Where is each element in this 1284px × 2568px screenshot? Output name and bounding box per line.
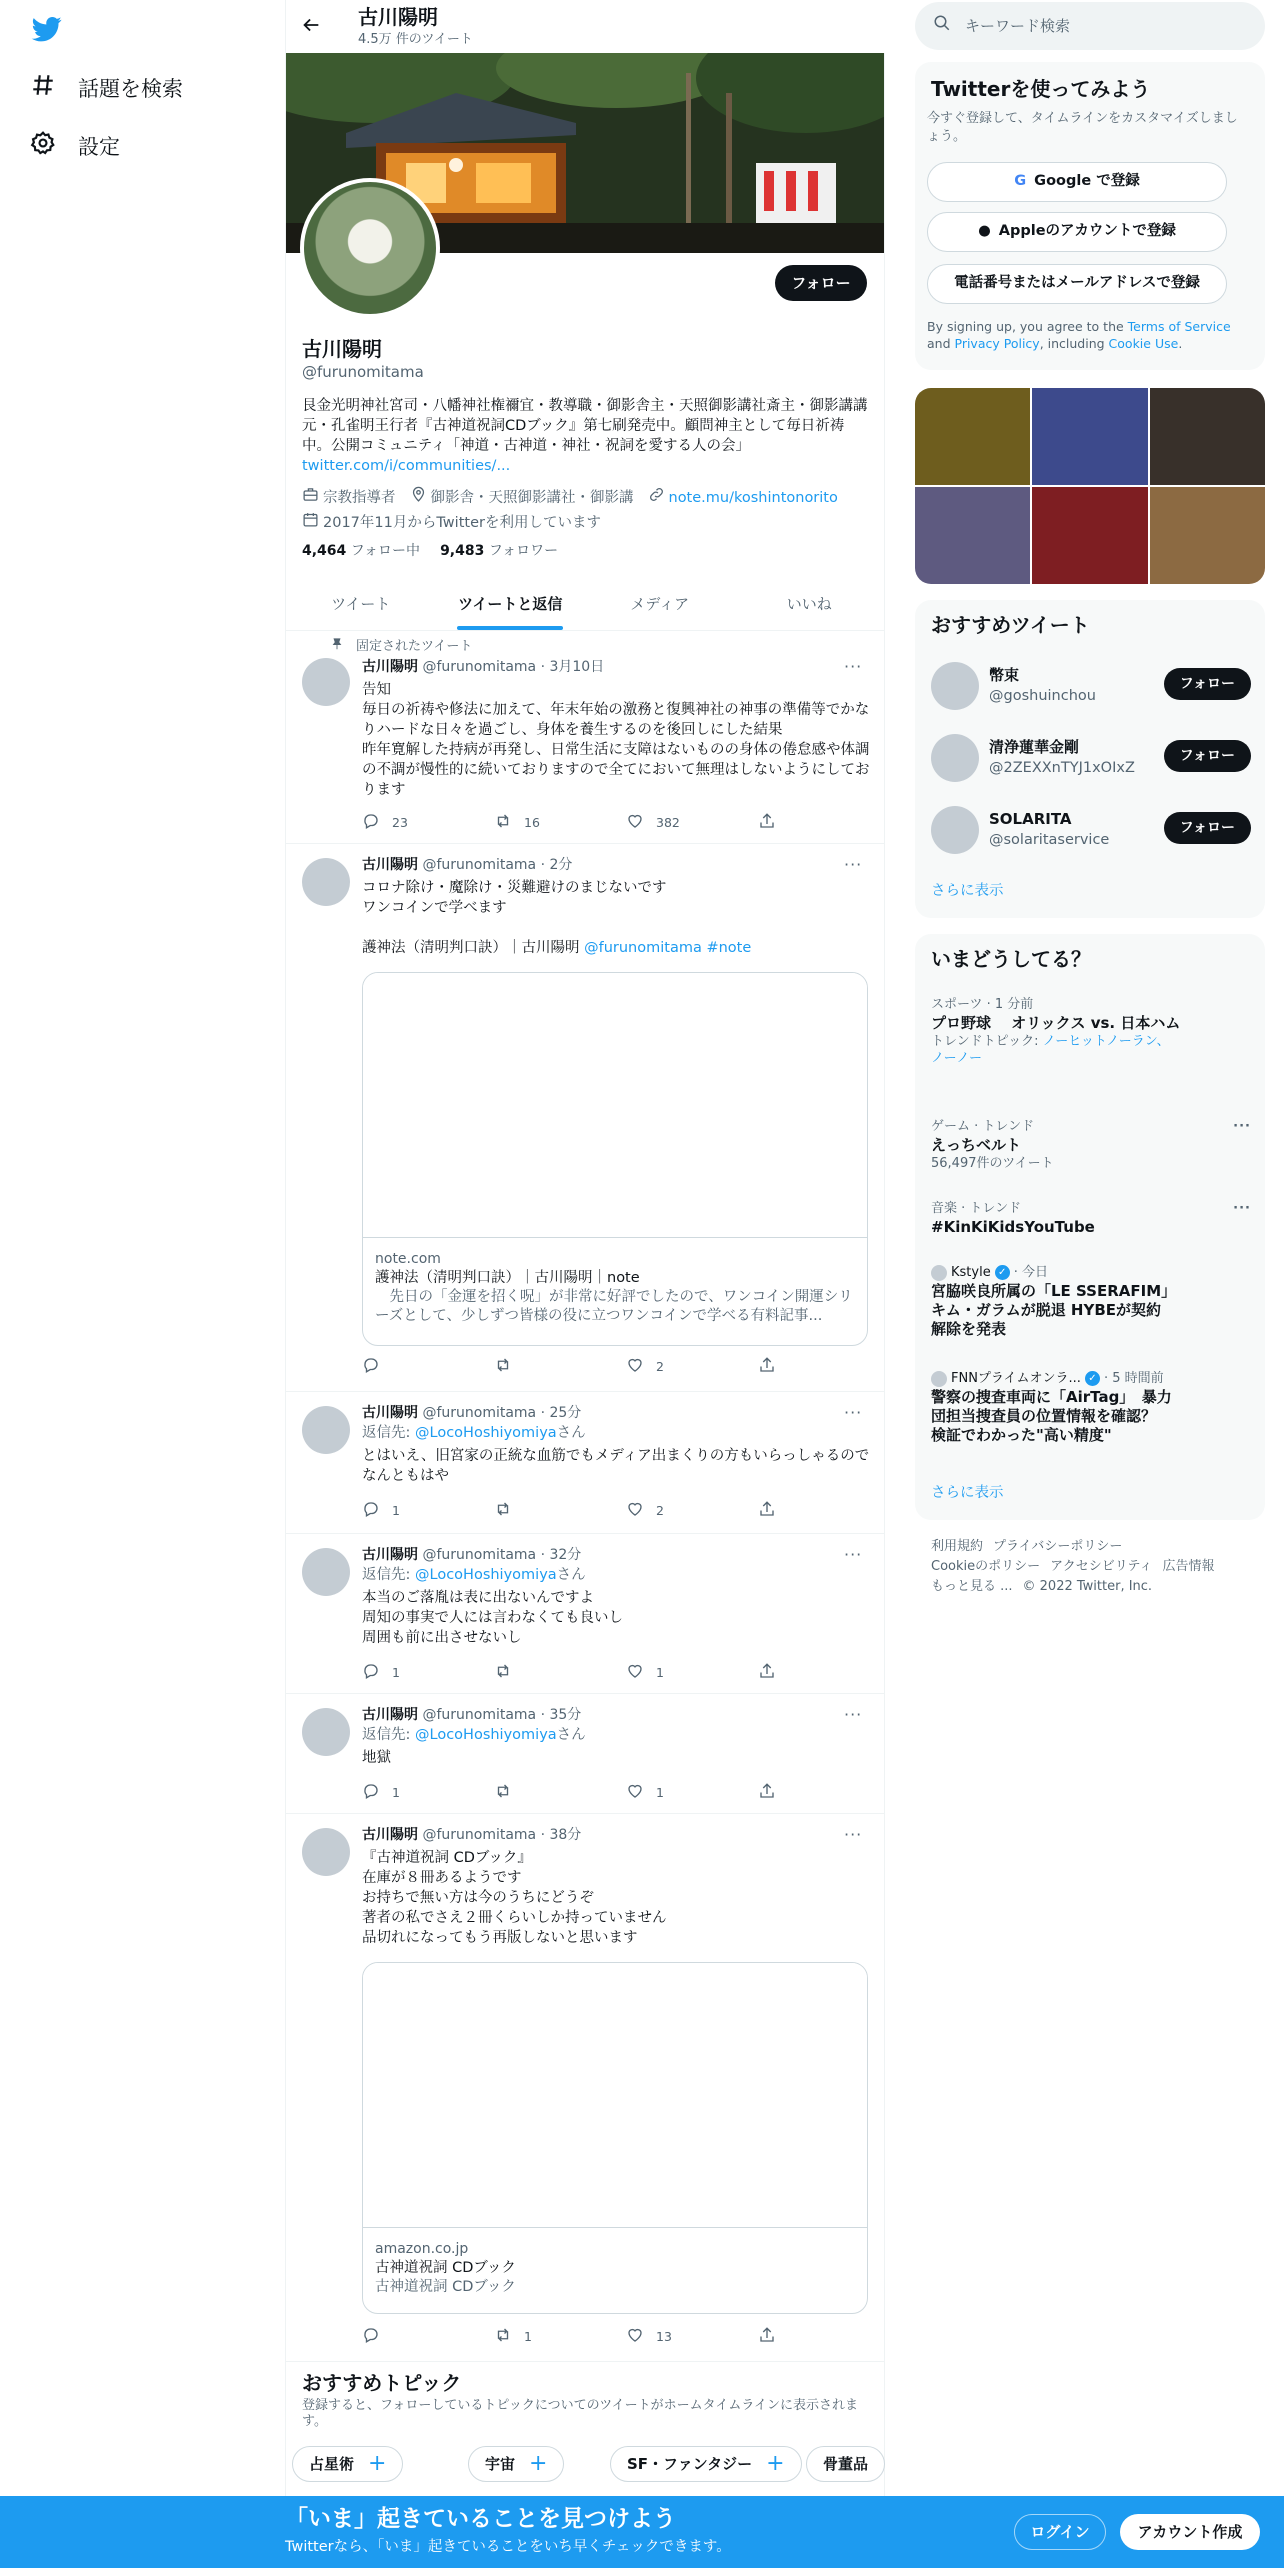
reply-suffix: さん [556, 1727, 586, 1743]
link-card[interactable] [362, 972, 868, 1346]
topics-title: おすすめトピック [302, 2371, 462, 2395]
trend-count: 56,497件のツイート [931, 1155, 1054, 1171]
heart-icon [626, 2326, 644, 2349]
media-thumb[interactable] [1032, 388, 1147, 485]
heart-icon [626, 1356, 644, 1379]
tweet-header [362, 658, 604, 677]
heart-icon [626, 1500, 644, 1523]
more-options-icon[interactable]: ··· [844, 855, 863, 874]
followers-count: 9,483 [440, 543, 485, 559]
signup-title: Twitterを使ってみよう [931, 77, 1151, 101]
banner-subtext: Twitterなら、「いま」起きていることをいち早くチェックできます。 [285, 2539, 731, 2555]
profile-name: 古川陽明 [302, 337, 382, 361]
signup-subtitle: 今すぐ登録して、タイムラインをカスタマイズしましょう。 [927, 111, 1238, 144]
tweet-author[interactable]: 古川陽明 [362, 659, 418, 675]
share-button[interactable] [758, 1356, 776, 1379]
trend-extra-prefix: トレンドトピック: [931, 1033, 1043, 1049]
tweet-author[interactable]: 古川陽明 [362, 1547, 418, 1563]
trend-title: えっちベルト [931, 1135, 1022, 1154]
share-button[interactable] [758, 1782, 776, 1805]
nav-explore-label: 話題を検索 [78, 76, 183, 101]
tweet-avatar[interactable] [302, 858, 350, 906]
trend-extra-link[interactable]: ノーヒットノーラン、ノーノー [931, 1033, 1170, 1067]
tweet-meta: @furunomitama · 25分 [422, 1405, 582, 1421]
trend-context: 音楽 · トレンド [931, 1201, 1022, 1216]
reply-icon [362, 1500, 380, 1523]
retweet-button[interactable] [494, 1500, 524, 1523]
heart-icon [626, 1662, 644, 1685]
meta-category-text: 宗教指導者 [323, 489, 396, 506]
back-arrow-icon[interactable] [300, 14, 324, 38]
terms-end: . [1178, 336, 1183, 351]
terms-link[interactable]: Terms of Service [1127, 319, 1231, 334]
user-handle: @2ZEXXnTYJ1xOIxZ [989, 760, 1135, 777]
tweet-actions [362, 1782, 802, 1804]
terms-prefix: By signing up, you agree to the [927, 319, 1128, 334]
reply-button[interactable] [362, 1356, 392, 1379]
calendar-icon [302, 511, 319, 534]
login-button[interactable]: ログイン [1014, 2514, 1106, 2550]
right-sidebar [915, 0, 1265, 2568]
reply-suffix: さん [556, 1567, 586, 1583]
nav-explore[interactable] [30, 72, 183, 105]
profile-avatar[interactable] [300, 178, 440, 318]
trend-item[interactable] [931, 996, 1251, 1068]
terms-and: and [927, 336, 955, 351]
tweet-text: とはいえ、旧宮家の正統な血筋でもメディア出まくりの方もいらっしゃるのでなんともはや [362, 1448, 870, 1484]
meta-category [302, 486, 396, 509]
tweet-meta: @furunomitama · 3月10日 [422, 659, 605, 675]
verified-badge-icon: ✓ [1085, 1371, 1100, 1386]
who-to-follow [915, 600, 1265, 918]
signup-box [915, 62, 1265, 370]
share-icon [758, 1782, 776, 1805]
reply-context [362, 1566, 586, 1586]
location-pin-icon [410, 486, 427, 509]
media-thumb[interactable] [1150, 388, 1265, 485]
tweet-text: 地獄 [362, 1750, 391, 1766]
like-button[interactable] [626, 1782, 664, 1805]
footer-more[interactable]: もっと見る ... [931, 1579, 1013, 1594]
follow-button[interactable]: フォロー [1164, 740, 1251, 772]
apple-icon: ● [978, 223, 991, 240]
tweet-text [362, 878, 872, 958]
topic-chip-label: 占星術 [309, 2454, 355, 2473]
news-source: Kstyle [951, 1265, 991, 1280]
reply-to-link[interactable]: @LocoHoshiyomiya [415, 1727, 557, 1743]
like-count: 2 [656, 1503, 664, 1518]
tab-media[interactable]: メディア [630, 594, 690, 613]
share-button[interactable] [758, 1500, 776, 1523]
footer-link[interactable]: Cookieのポリシー [931, 1559, 1041, 1574]
briefcase-icon [302, 486, 319, 509]
source-avatar [931, 1265, 947, 1281]
link-icon [648, 486, 665, 509]
more-options-icon[interactable]: ··· [1233, 1119, 1251, 1134]
reply-icon [362, 1356, 380, 1379]
share-icon [758, 812, 776, 835]
tweet-text: 告知 毎日の祈祷や修法に加えて、年末年始の激務と復興神社の神事の準備等でかなりハードな日々を過ごし、身体を養生するのを後回しにした結果 昨年寛解した持病が再発し、日常生活に支障はないものの身体の倦怠感や体調の不調が慢性的に続いておりますので全てにおいて無理はしないようにしております [362, 682, 870, 798]
media-thumb[interactable] [915, 388, 1030, 485]
reply-count: 1 [392, 1503, 400, 1518]
plus-icon: + [368, 2451, 387, 2477]
retweet-button[interactable] [494, 2326, 532, 2349]
share-icon [758, 1356, 776, 1379]
gear-icon [30, 130, 56, 163]
retweet-button[interactable] [494, 812, 540, 835]
trend-item[interactable] [931, 1200, 1251, 1237]
meta-location-text: 御影舎・天照御影講社・御影講 [430, 489, 634, 506]
trends-title: いまどうしてる？ [931, 947, 1091, 971]
share-button[interactable] [758, 1662, 776, 1685]
user-name: 清浄蓮華金剛 [989, 738, 1080, 757]
heart-icon [626, 812, 644, 835]
profile-tabs [286, 578, 884, 631]
user-avatar[interactable] [931, 734, 979, 782]
user-avatar[interactable] [931, 662, 979, 710]
cookie-link[interactable]: Cookie Use [1108, 336, 1179, 351]
news-item[interactable] [931, 1264, 1251, 1339]
show-more-link[interactable]: さらに表示 [931, 883, 1004, 899]
media-grid [915, 388, 1265, 584]
more-options-icon[interactable]: ··· [844, 657, 863, 676]
pinned-label: 固定されたツイート [356, 639, 473, 654]
tweet-author[interactable]: 古川陽明 [362, 857, 418, 873]
suggested-user[interactable] [931, 730, 1251, 786]
tweet-actions [362, 1356, 802, 1378]
profile-bio [302, 396, 872, 476]
meta-website[interactable] [648, 486, 838, 509]
trends-box [915, 934, 1265, 1520]
profile-stats [302, 542, 558, 561]
profile-header-bar [286, 0, 886, 53]
reply-count: 23 [392, 815, 408, 830]
reply-count: 1 [392, 1665, 400, 1680]
follow-button[interactable]: フォロー [775, 265, 867, 301]
bio-link[interactable]: twitter.com/i/communities/... [302, 458, 511, 474]
retweet-icon [494, 1662, 512, 1685]
tab-likes[interactable]: いいね [786, 594, 832, 613]
reply-prefix: 返信先: [362, 1567, 415, 1583]
website-link[interactable]: note.mu/koshintonorito [668, 489, 838, 506]
tweet-avatar[interactable] [302, 658, 350, 706]
following-label: フォロー中 [350, 543, 421, 559]
link-card[interactable] [362, 1962, 868, 2314]
user-handle: @goshuinchou [989, 688, 1096, 705]
apple-signup-button[interactable] [927, 212, 1227, 252]
terms-including: , including [1039, 336, 1109, 351]
header-name: 古川陽明 [358, 5, 438, 29]
phone-signup-label: 電話番号またはメールアドレスで登録 [954, 275, 1200, 292]
google-signup-label: Google で登録 [1034, 173, 1140, 190]
source-avatar [931, 1371, 947, 1387]
follow-button[interactable]: フォロー [1164, 668, 1251, 700]
followers-label: フォロワー [488, 543, 559, 559]
reply-suffix: さん [556, 1425, 586, 1441]
tweet-item[interactable] [286, 844, 884, 1392]
heart-icon [626, 1782, 644, 1805]
reply-icon [362, 812, 380, 835]
footer-link[interactable]: プライバシーポリシー [993, 1539, 1123, 1554]
card-description: 先日の「金運を招く呪」が非常に好評でしたので、ワンコイン開運シリーズとして、少しずつ皆様の役に立つワンコインで学べる有料記事... [375, 1289, 853, 1324]
suggested-user[interactable] [931, 658, 1251, 714]
card-domain: note.com [375, 1251, 441, 1267]
trend-title: プロ野球 オリックス vs. 日本ハム [931, 1013, 1181, 1032]
tweet-mention-link[interactable]: @furunomitama #note [584, 940, 752, 956]
reply-prefix: 返信先: [362, 1425, 415, 1441]
more-options-icon[interactable]: ··· [844, 1825, 863, 1844]
reply-button[interactable] [362, 1500, 400, 1523]
who-title: おすすめツイート [931, 613, 1090, 637]
card-domain: amazon.co.jp [375, 2241, 469, 2257]
left-nav [0, 0, 285, 2568]
banner-headline: 「いま」起きていることを見つけよう [285, 2506, 676, 2532]
hashtag-icon [30, 72, 56, 105]
share-icon [758, 1500, 776, 1523]
retweet-button[interactable] [494, 1782, 524, 1805]
topic-chip[interactable] [292, 2446, 403, 2482]
tweet-meta: @furunomitama · 32分 [422, 1547, 582, 1563]
tweet-actions [362, 2326, 802, 2348]
search-icon [933, 14, 951, 37]
retweet-button[interactable] [494, 1356, 524, 1379]
retweet-icon [494, 812, 512, 835]
tab-tweets-and-replies[interactable]: ツイートと返信 [436, 578, 586, 630]
tweet-avatar[interactable] [302, 1548, 350, 1596]
user-handle: @solaritaservice [989, 832, 1110, 849]
google-icon: G [1014, 173, 1027, 190]
reply-context [362, 1726, 586, 1746]
tweet-item[interactable] [286, 1814, 884, 2362]
reply-to-link[interactable]: @LocoHoshiyomiya [415, 1567, 557, 1583]
tweet-text: 『古神道祝詞 CDブック』 在庫が８冊あるようです お持ちで無い方は今のうちにどうぞ 著者の私でさえ２冊くらいしか持っていません 品切れになってもう再版しないと思います [362, 1850, 667, 1946]
google-signup-button[interactable] [927, 162, 1227, 202]
user-name: 幣束 [989, 666, 1020, 685]
like-button[interactable] [626, 812, 680, 835]
tweet-header [362, 1404, 581, 1423]
following-stat[interactable] [302, 542, 420, 561]
reply-to-link[interactable]: @LocoHoshiyomiya [415, 1425, 557, 1441]
nav-settings-label: 設定 [78, 134, 120, 159]
media-thumb[interactable] [1150, 487, 1265, 584]
reply-button[interactable] [362, 1782, 400, 1805]
tweet-author[interactable]: 古川陽明 [362, 1827, 418, 1843]
like-button[interactable] [626, 1356, 664, 1379]
media-thumb[interactable] [1032, 487, 1147, 584]
like-button[interactable] [626, 2326, 672, 2349]
meta-location [410, 486, 634, 509]
trend-context: スポーツ · 1 分前 [931, 997, 1034, 1012]
share-button[interactable] [758, 812, 776, 835]
tweet-actions [362, 812, 802, 834]
tweet-author[interactable]: 古川陽明 [362, 1707, 418, 1723]
footer-link[interactable]: アクセシビリティ [1050, 1559, 1153, 1574]
twitter-logo-icon[interactable] [30, 14, 64, 44]
link-card-details [363, 1238, 867, 1338]
tab-tweets[interactable]: ツイート [331, 594, 391, 613]
share-icon [758, 1662, 776, 1685]
retweet-button[interactable] [494, 1662, 524, 1685]
more-options-icon[interactable]: ··· [844, 1403, 863, 1422]
meta-joined [302, 511, 601, 534]
card-title: 古神道祝詞 CDブック [375, 2260, 516, 2276]
more-options-icon[interactable]: ··· [844, 1545, 863, 1564]
news-title: 警察の捜査車両に「AirTag」 暴力団担当捜査員の位置情報を確認？ 検証でわかった"高い精度" [931, 1387, 1172, 1444]
retweet-icon [494, 2326, 512, 2349]
tweet-text-main: コロナ除け・魔除け・災難避けのまじないです ワンコインで学べます 護神法（清明判口訣）｜古川陽明 [362, 880, 667, 956]
header-tweet-count: 4.5万 件のツイート [358, 32, 473, 47]
like-button[interactable] [626, 1500, 664, 1523]
tweet-header [362, 1706, 581, 1725]
tweet-header [362, 1546, 581, 1565]
reply-icon [362, 1782, 380, 1805]
profile-handle: @furunomitama [302, 363, 424, 381]
tweet-actions [362, 1500, 802, 1522]
tweet-item[interactable] [286, 1694, 884, 1814]
link-card-details [363, 2228, 867, 2309]
search-box[interactable] [915, 2, 1265, 50]
topics-subtitle: 登録すると、フォローしているトピックについてのツイートがホームタイムラインに表示されます。 [302, 2398, 859, 2429]
tweet-avatar[interactable] [302, 1406, 350, 1454]
copyright: © 2022 Twitter, Inc. [1022, 1579, 1153, 1594]
share-button[interactable] [758, 2326, 776, 2349]
signup-banner [0, 2496, 1284, 2568]
tweet-meta: @furunomitama · 35分 [422, 1707, 582, 1723]
retweet-icon [494, 1356, 512, 1379]
tweet-header [362, 1826, 581, 1845]
retweet-count: 16 [524, 815, 540, 830]
nav-settings[interactable] [30, 130, 120, 163]
reply-context [362, 1424, 586, 1444]
search-input[interactable]: キーワード検索 [965, 16, 1071, 35]
like-count: 382 [656, 815, 680, 830]
topic-chip[interactable] [610, 2446, 802, 2482]
like-button[interactable] [626, 1662, 664, 1685]
tweet-author[interactable]: 古川陽明 [362, 1405, 418, 1421]
tweet-avatar[interactable] [302, 1708, 350, 1756]
trend-item[interactable] [931, 1118, 1251, 1172]
news-item[interactable] [931, 1370, 1251, 1445]
plus-icon: + [766, 2451, 785, 2477]
signup-terms [927, 318, 1253, 352]
footer-links [931, 1537, 1261, 1597]
bio-text: 艮金光明神社宮司・八幡神社権禰宜・教導職・御影舎主・天照御影講社斎主・御影講講元・孔雀明王行者『古神道祝詞CDブック』第七刷発売中。顧問神主として毎日祈祷中。公開コミュニティ「神道・古神道・神社・祝詞を愛する人の会」 [302, 398, 868, 454]
media-thumb[interactable] [915, 487, 1030, 584]
tweet-actions [362, 1662, 802, 1684]
privacy-link[interactable]: Privacy Policy [954, 336, 1040, 351]
tweet-item[interactable] [286, 632, 884, 844]
reply-button[interactable] [362, 812, 408, 835]
verified-badge-icon: ✓ [995, 1265, 1010, 1280]
card-title: 護神法（清明判口訣）｜古川陽明｜note [375, 1270, 640, 1286]
followers-stat[interactable] [440, 542, 558, 561]
link-card-image [363, 973, 867, 1238]
create-account-button[interactable]: アカウント作成 [1120, 2514, 1260, 2550]
user-name: SOLARITA [989, 810, 1072, 829]
reply-icon [362, 1662, 380, 1685]
follow-button[interactable]: フォロー [1164, 812, 1251, 844]
reply-icon [362, 2326, 380, 2349]
like-count: 13 [656, 2329, 672, 2344]
tweet-item[interactable] [286, 1534, 884, 1694]
news-title: 宮脇咲良所属の「LE SSERAFIM」キム・ガラムが脱退 HYBEが契約解除を発表 [931, 1281, 1169, 1338]
suggested-user[interactable] [931, 802, 1251, 858]
reply-count: 1 [392, 1785, 400, 1800]
apple-signup-label: Appleのアカウントで登録 [998, 223, 1176, 240]
show-more-link[interactable]: さらに表示 [931, 1485, 1004, 1501]
meta-joined-text: 2017年11月からTwitterを利用しています [323, 514, 601, 531]
tweet-avatar[interactable] [302, 1828, 350, 1876]
plus-icon: + [529, 2451, 548, 2477]
topic-chip-label: SF・ファンタジー [627, 2454, 753, 2473]
topic-chip[interactable] [806, 2446, 885, 2482]
trend-context: ゲーム · トレンド [931, 1119, 1035, 1134]
news-time: · 5 時間前 [1103, 1371, 1164, 1386]
reply-button[interactable] [362, 1662, 400, 1685]
retweet-icon [494, 1500, 512, 1523]
user-avatar[interactable] [931, 806, 979, 854]
following-count: 4,464 [302, 543, 347, 559]
link-card-image [363, 1963, 867, 2228]
retweet-count: 1 [524, 2329, 532, 2344]
like-count: 2 [656, 1359, 664, 1374]
reply-button[interactable] [362, 2326, 392, 2349]
topic-chip-label: 宇宙 [485, 2454, 516, 2473]
more-options-icon[interactable]: ··· [844, 1705, 863, 1724]
news-time: · 今日 [1013, 1265, 1048, 1280]
tweet-text: 本当のご落胤は表に出ないんですよ 周知の事実で人には言わなくても良いし 周囲も前に出させないし [362, 1590, 623, 1646]
topic-chip-label: 骨董品 [823, 2454, 869, 2473]
tweet-meta: @furunomitama · 38分 [422, 1827, 582, 1843]
tweet-header [362, 856, 572, 875]
retweet-icon [494, 1782, 512, 1805]
topic-chip[interactable] [468, 2446, 564, 2482]
reply-prefix: 返信先: [362, 1727, 415, 1743]
like-count: 1 [656, 1785, 664, 1800]
tweet-item[interactable] [286, 1392, 884, 1534]
card-description: 古神道祝詞 CDブック [375, 2279, 516, 2295]
news-source: FNNプライムオンラ... [951, 1371, 1081, 1386]
footer-link[interactable]: 広告情報 [1162, 1559, 1215, 1574]
tweet-meta: @furunomitama · 2分 [422, 857, 573, 873]
like-count: 1 [656, 1665, 664, 1680]
share-icon [758, 2326, 776, 2349]
profile-column [285, 0, 885, 2568]
profile-meta [302, 486, 872, 534]
footer-link[interactable]: 利用規約 [931, 1539, 984, 1554]
more-options-icon[interactable]: ··· [1233, 1201, 1251, 1216]
phone-signup-button[interactable] [927, 264, 1227, 304]
trend-title: #KinKiKidsYouTube [931, 1217, 1095, 1236]
